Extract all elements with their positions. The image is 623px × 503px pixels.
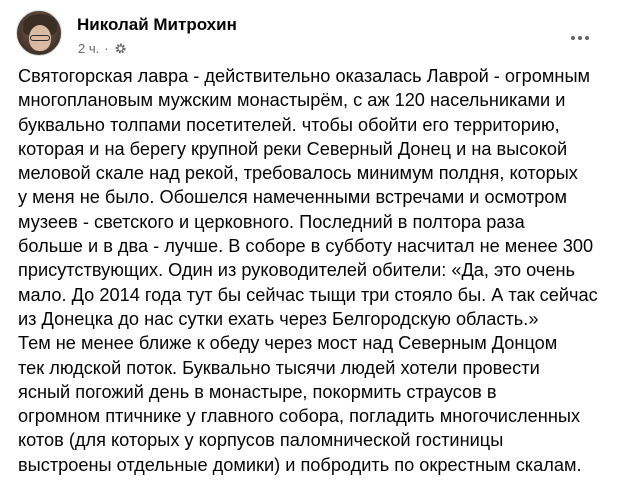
post-timestamp[interactable]: 2 ч.	[78, 41, 100, 56]
post-text-line: мало. До 2014 года тут бы сейчас тыщи три стояло бы. А так сейчас	[18, 284, 598, 305]
gear-icon[interactable]	[114, 42, 127, 55]
post-text-line: больше и в два - лучше. В соборе в субботу насчитал не менее 300	[18, 236, 594, 257]
more-dot	[578, 36, 582, 40]
more-dot	[585, 36, 589, 40]
post-text-line: которая и на берегу крупной реки Северный Донец и на высокой	[18, 138, 568, 159]
more-options-icon[interactable]	[562, 20, 598, 56]
post-text-line: Тем не менее ближе к обеду через мост над Северным Донцом	[18, 333, 558, 354]
post-text-line: меловой скале над рекой, требовалось минимум полдня, которых	[18, 163, 578, 184]
post-text-line: присутствующих. Один из руководителей обители: «Да, это очень	[18, 260, 576, 281]
post-text-line: выстроены отдельные домики) и побродить по окрестным скалам.	[18, 454, 582, 475]
meta-separator: ·	[104, 41, 109, 56]
post-meta	[78, 41, 127, 56]
author-name[interactable]: Николай Митрохин	[77, 15, 237, 34]
post-text-line: у меня не было. Обошелся намеченными встречами и осмотром	[18, 187, 567, 208]
avatar-glasses	[30, 35, 50, 41]
post-text-line: Святогорская лавра - действительно оказалась Лаврой - огромным	[18, 66, 591, 86]
post-text-line: музеев - светского и церковного. Последний в полтора раза	[18, 211, 525, 232]
post-text-line: котов (для которых у корпусов паломнической гостиницы	[18, 430, 504, 451]
author-avatar[interactable]	[16, 10, 62, 56]
post-text	[18, 64, 616, 477]
post-text-line: тек людской поток. Буквально тысячи людей хотели провести	[18, 357, 540, 378]
more-dot	[571, 36, 575, 40]
post-text-line: ясный погожий день в монастыре, покормить страусов в	[18, 381, 497, 402]
post-text-line: буквально толпами посетителей. чтобы обойти его территорию,	[18, 114, 560, 135]
post-text-line: из Донецка до нас сутки ехать через Белгородскую область.»	[18, 308, 539, 329]
post-text-line: многоплановым мужским монастырём, с аж 120 насельниками и	[18, 90, 566, 111]
post-text-line: огромном птичнике у главного собора, погладить многочисленных	[18, 406, 581, 427]
